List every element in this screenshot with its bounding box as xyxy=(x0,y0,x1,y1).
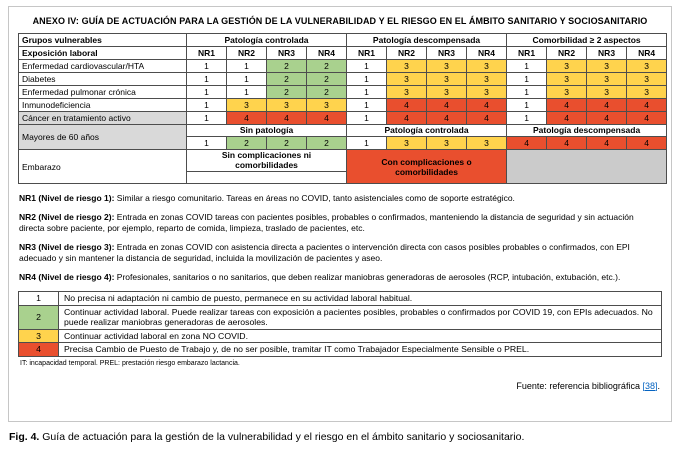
risk-cell: 4 xyxy=(427,99,467,112)
figure-title: ANEXO IV: GUÍA DE ACTUACIÓN PARA LA GESTIÓN DE LA VULNERABILIDAD Y EL RIESGO EN EL ÁMBITO SANITARIO Y SOCIOSANITARIO xyxy=(32,16,648,26)
header-grupos-vulnerables: Grupos vulnerables xyxy=(19,34,187,47)
risk-cell: 3 xyxy=(427,73,467,86)
legend-code-1: 1 xyxy=(19,292,59,306)
risk-cell: 3 xyxy=(627,73,667,86)
risk-cell: 3 xyxy=(427,86,467,99)
subheader-patologia-controlada: Patología controlada xyxy=(347,125,507,137)
risk-cell: 3 xyxy=(387,60,427,73)
risk-cell: 1 xyxy=(347,99,387,112)
risk-cell: 4 xyxy=(587,112,627,125)
header-nr2: NR2 xyxy=(387,47,427,60)
row-label: Inmunodeficiencia xyxy=(19,99,187,112)
risk-cell: 4 xyxy=(427,112,467,125)
header-nr2: NR2 xyxy=(547,47,587,60)
nr2-term: NR2 (Nivel de riesgo 2): xyxy=(19,212,115,223)
risk-cell: 3 xyxy=(587,60,627,73)
row-label: Enfermedad pulmonar crónica xyxy=(19,86,187,99)
nr-definitions xyxy=(18,193,662,283)
header-nr3: NR3 xyxy=(267,47,307,60)
row-label: Diabetes xyxy=(19,73,187,86)
legend-row-1 xyxy=(19,292,662,306)
risk-cell: 2 xyxy=(307,137,347,150)
risk-cell: 2 xyxy=(267,86,307,99)
risk-cell: 3 xyxy=(587,86,627,99)
legend-row-2 xyxy=(19,305,662,329)
risk-cell: 3 xyxy=(467,86,507,99)
risk-cell: 1 xyxy=(227,60,267,73)
legend-code-3: 3 xyxy=(19,329,59,343)
risk-cell: 4 xyxy=(587,99,627,112)
reference-link[interactable]: [38] xyxy=(642,380,658,391)
risk-cell: 1 xyxy=(227,86,267,99)
row-label: Enfermedad cardiovascular/HTA xyxy=(19,60,187,73)
legend-description-2: Continuar actividad laboral. Puede realizar tareas con exposición a pacientes posibles, probables o confirmados por COVID 19, con EPIs adecuados. No puede realizar maniobras generadoras de aerosoles. xyxy=(59,305,662,329)
embarazo-empty-cell xyxy=(187,172,347,184)
risk-cell: 3 xyxy=(467,137,507,150)
nr4-text: Profesionales, sanitarios o no sanitarios, que deben realizar maniobras generadoras de aerosoles (RCP, intubación, extubación, etc.). xyxy=(116,272,621,283)
figure-box xyxy=(8,6,672,422)
risk-cell: 2 xyxy=(307,73,347,86)
nr4-definition xyxy=(19,272,661,283)
risk-cell: 3 xyxy=(547,73,587,86)
risk-cell: 1 xyxy=(227,73,267,86)
header-row-nr xyxy=(19,47,667,60)
nr1-definition xyxy=(19,193,661,204)
embarazo-grey-block xyxy=(507,150,667,184)
header-nr4: NR4 xyxy=(627,47,667,60)
legend-description-1: No precisa ni adaptación ni cambio de puesto, permanece en su actividad laboral habitual. xyxy=(59,292,662,306)
risk-cell: 4 xyxy=(467,112,507,125)
table-row-cardiovascular xyxy=(19,60,667,73)
cell-con-complicaciones: Con complicaciones o comorbilidades xyxy=(347,150,507,184)
abbreviations-footnote: IT: incapacidad temporal. PREL: prestación riesgo embarazo lactancia. xyxy=(20,359,240,367)
table-row-cancer xyxy=(19,112,667,125)
risk-cell: 1 xyxy=(507,60,547,73)
risk-cell: 2 xyxy=(227,137,267,150)
nr1-term: NR1 (Nivel de riesgo 1): xyxy=(19,193,115,204)
header-exposicion-laboral: Exposición laboral xyxy=(19,47,187,60)
risk-cell: 3 xyxy=(587,73,627,86)
header-nr1: NR1 xyxy=(187,47,227,60)
risk-cell: 3 xyxy=(547,60,587,73)
risk-cell: 3 xyxy=(387,73,427,86)
source-period: . xyxy=(657,380,660,391)
risk-cell: 4 xyxy=(227,112,267,125)
risk-cell: 1 xyxy=(507,112,547,125)
risk-cell: 4 xyxy=(387,112,427,125)
risk-cell: 3 xyxy=(387,86,427,99)
figure-caption-label: Fig. 4. xyxy=(9,431,40,443)
risk-cell: 1 xyxy=(347,86,387,99)
figure-caption-text: Guía de actuación para la gestión de la vulnerabilidad y el riesgo en el ámbito sanitario y sociosanitario. xyxy=(42,431,525,443)
legend-description-3: Continuar actividad laboral en zona NO COVID. xyxy=(59,329,662,343)
subheader-sin-complicaciones: Sin complicaciones ni comorbilidades xyxy=(187,150,347,172)
risk-cell: 2 xyxy=(267,60,307,73)
risk-cell: 4 xyxy=(627,112,667,125)
risk-cell: 2 xyxy=(307,86,347,99)
table-row-inmunodeficiencia xyxy=(19,99,667,112)
risk-cell: 1 xyxy=(507,86,547,99)
risk-cell: 3 xyxy=(427,137,467,150)
header-group-comorbilidad: Comorbilidad ≥ 2 aspectos xyxy=(507,34,667,47)
legend-table xyxy=(18,291,662,357)
risk-matrix-table xyxy=(18,33,667,184)
risk-cell: 3 xyxy=(227,99,267,112)
risk-cell: 4 xyxy=(627,137,667,150)
subheader-patologia-descompensada: Patología descompensada xyxy=(507,125,667,137)
header-group-patologia-controlada: Patología controlada xyxy=(187,34,347,47)
risk-cell: 2 xyxy=(267,137,307,150)
risk-cell: 1 xyxy=(187,73,227,86)
risk-cell: 4 xyxy=(587,137,627,150)
risk-cell: 4 xyxy=(547,137,587,150)
row-label-mayores: Mayores de 60 años xyxy=(19,125,187,150)
header-nr3: NR3 xyxy=(587,47,627,60)
risk-cell: 4 xyxy=(547,112,587,125)
nr3-definition xyxy=(19,242,661,264)
risk-cell: 3 xyxy=(547,86,587,99)
risk-cell: 2 xyxy=(307,60,347,73)
table-row-pulmonar xyxy=(19,86,667,99)
risk-cell: 1 xyxy=(187,99,227,112)
mayores-subheader-row xyxy=(19,125,667,137)
nr3-text: Entrada en zonas COVID con asistencia directa a pacientes o intervención directa con casos posibles probables o confirmados, con EPI adecuado y sin mantener la distancia de seguridad, incluida la movilización de pacientes y aseo. xyxy=(19,242,630,264)
risk-cell: 3 xyxy=(627,60,667,73)
risk-cell: 3 xyxy=(307,99,347,112)
legend-code-2: 2 xyxy=(19,305,59,329)
risk-cell: 3 xyxy=(467,60,507,73)
row-label: Cáncer en tratamiento activo xyxy=(19,112,187,125)
risk-cell: 4 xyxy=(547,99,587,112)
legend-row-4 xyxy=(19,343,662,357)
header-row-groups xyxy=(19,34,667,47)
nr2-text: Entrada en zonas COVID tareas con pacientes posibles, probables o confirmados, manteniendo la distancia de seguridad y sin actuación directa sobre paciente, por ejemplo, reparto de comida, limpieza, traslado de pacientes, etc. xyxy=(19,212,634,234)
risk-cell: 1 xyxy=(187,86,227,99)
risk-cell: 1 xyxy=(187,137,227,150)
risk-cell: 4 xyxy=(627,99,667,112)
risk-cell: 3 xyxy=(627,86,667,99)
header-nr3: NR3 xyxy=(427,47,467,60)
risk-cell: 1 xyxy=(187,60,227,73)
risk-cell: 1 xyxy=(507,99,547,112)
risk-cell: 3 xyxy=(427,60,467,73)
legend-description-4: Precisa Cambio de Puesto de Trabajo y, de no ser posible, tramitar IT como Trabajador Especialmente Sensible o PREL. xyxy=(59,343,662,357)
legend-code-4: 4 xyxy=(19,343,59,357)
risk-cell: 4 xyxy=(267,112,307,125)
header-group-patologia-descompensada: Patología descompensada xyxy=(347,34,507,47)
figure-caption xyxy=(9,431,672,444)
risk-cell: 3 xyxy=(267,99,307,112)
header-nr4: NR4 xyxy=(467,47,507,60)
risk-cell: 3 xyxy=(467,73,507,86)
risk-cell: 4 xyxy=(507,137,547,150)
risk-cell: 1 xyxy=(347,112,387,125)
risk-cell: 4 xyxy=(307,112,347,125)
nr2-definition xyxy=(19,212,661,234)
risk-cell: 4 xyxy=(467,99,507,112)
header-nr4: NR4 xyxy=(307,47,347,60)
table-row-diabetes xyxy=(19,73,667,86)
risk-cell: 2 xyxy=(267,73,307,86)
nr4-term: NR4 (Nivel de riesgo 4): xyxy=(19,272,115,283)
nr3-term: NR3 (Nivel de riesgo 3): xyxy=(19,242,115,253)
risk-cell: 3 xyxy=(387,137,427,150)
risk-cell: 1 xyxy=(347,73,387,86)
header-nr1: NR1 xyxy=(507,47,547,60)
nr1-text: Similar a riesgo comunitario. Tareas en áreas no COVID, tanto asistenciales como de soporte estratégico. xyxy=(116,193,515,204)
header-nr2: NR2 xyxy=(227,47,267,60)
source-note xyxy=(18,381,660,391)
source-text: Fuente: referencia bibliográfica xyxy=(516,380,640,391)
risk-cell: 1 xyxy=(347,60,387,73)
subheader-sin-patologia: Sin patología xyxy=(187,125,347,137)
embarazo-header-row xyxy=(19,150,667,172)
legend-row-3 xyxy=(19,329,662,343)
risk-cell: 1 xyxy=(347,137,387,150)
risk-cell: 4 xyxy=(387,99,427,112)
risk-cell: 1 xyxy=(187,112,227,125)
row-label-embarazo: Embarazo xyxy=(19,150,187,184)
header-nr1: NR1 xyxy=(347,47,387,60)
risk-cell: 1 xyxy=(507,73,547,86)
